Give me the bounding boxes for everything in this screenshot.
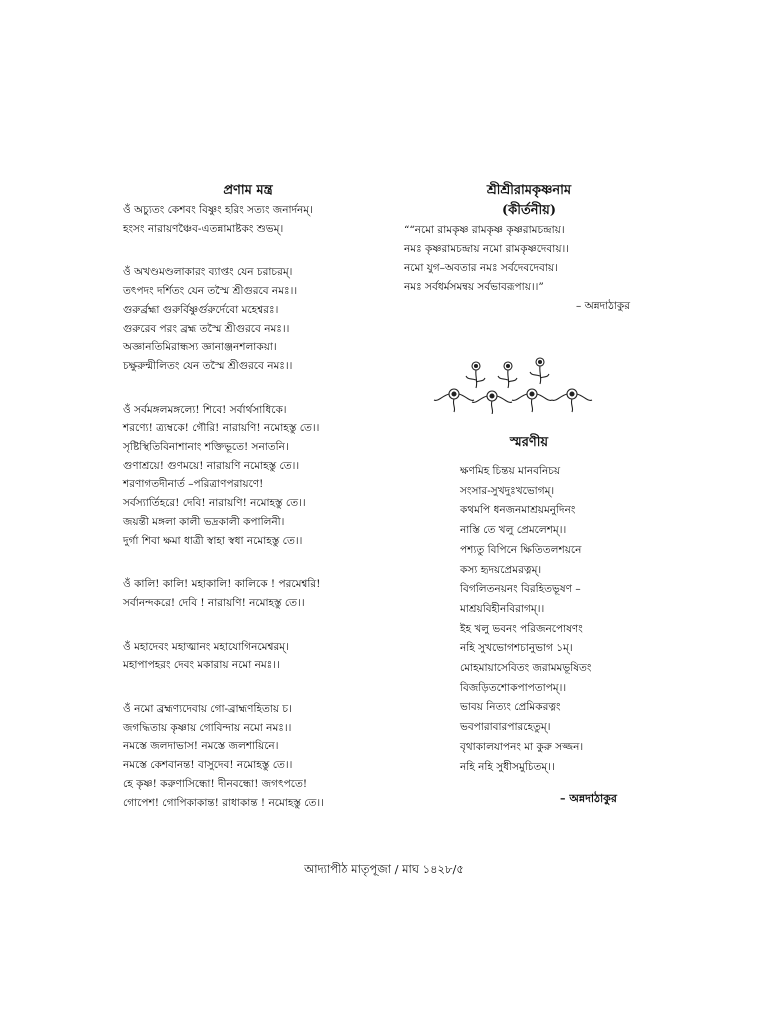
mantra-stanza: [123, 263, 393, 375]
verse-line: নমঃ সর্বধর্মসমন্বয় সর্বভাবরূপায়।।”: [404, 281, 544, 293]
stanza-gap: [123, 238, 393, 263]
mantra-line: ওঁ কালি! কালি! মহাকালি! কালিকে ! পরমেশ্বরি!: [123, 578, 321, 591]
stanza-gap: [123, 550, 393, 575]
ramkrishna-nam-subtitle: (কীর্তনীয়): [501, 203, 556, 218]
poem-line: ভাবয় নিত্যং প্রেমিকরত্নং: [460, 701, 561, 714]
ramkrishna-nam-title: শ্রীশ্রীরামকৃষ্ণনাম: [486, 183, 572, 198]
smaraniya-section: [404, 433, 654, 453]
ramkrishna-nam-verses: [404, 221, 654, 297]
mantra-line: মহাপাপহরং দেবং মকারায় নমো নমঃ।।: [123, 659, 280, 672]
pranam-mantra-title: প্রণাম মন্ত্র: [223, 183, 273, 198]
poem-line: নাস্তি তে খলু প্রেমলেশম্‌।।: [460, 524, 567, 537]
page-footer: আদ্যাপীঠ মাতৃপূজা / মাঘ ১৪২৮/৫: [304, 862, 464, 876]
mantra-line: ওঁ অচ্যুতং কেশবং বিষ্ণুং হরিং সত্যং জনার্দনম্‌।: [123, 204, 313, 216]
pranam-mantra-column: [123, 181, 393, 812]
quote-attribution: – অন্নদাঠাকুর: [575, 300, 630, 312]
ramkrishna-nam-column: [404, 181, 654, 316]
poem-line: নহি সুখভোগশচানুভাগ ১ম্‌।: [460, 642, 573, 655]
mantra-line: জগদ্ধিতায় কৃষ্ণায় গোবিন্দায় নমো নমঃ।।: [123, 721, 292, 734]
verse-line: ““নমো রামকৃষ্ণ রামকৃষ্ণ কৃষ্ণরামচন্দ্রায়।: [404, 224, 565, 236]
poem-line: ইহ খলু ভবনং পরিজনপোষণং: [460, 622, 583, 635]
mantra-line: গুরুরেব পরং ব্রহ্ম তস্মৈ শ্রীগুরবে নমঃ।।: [123, 322, 290, 335]
smaraniya-poem: [460, 462, 660, 777]
poem-line: মোহমায়াসেবিতং জরামমভূষিতং: [460, 662, 592, 675]
pranam-mantra-stanzas: [123, 201, 393, 812]
mantra-line: নমস্তে জলদাভাস! নমস্তে জলশায়িনে।: [123, 740, 279, 753]
verse-line: নমঃ কৃষ্ণরামচন্দ্রায় নমো রামকৃষ্ণদেবায়।।: [404, 243, 570, 255]
mantra-line: শরণাগতদীনার্ত –পরিত্রাণপরায়ণে!: [123, 478, 264, 491]
mantra-line: সৃষ্টিস্থিতিবিনাশানাং শক্তিভূতে! সনাতনি।: [123, 441, 289, 454]
mantra-line: তৎপদং দর্শিতং যেন তস্মৈ শ্রীগুরবে নমঃ।।: [123, 285, 298, 298]
mantra-line: ওঁ অখণ্ডমণ্ডলাকারং ব্যাপ্তং যেন চরাচরম্‌।: [123, 266, 293, 279]
poem-line: বিজড়িতশোকপাপতাপম্‌।।: [460, 681, 567, 694]
poem-line: সংসার-সুখদুঃখভোগম্‌।: [460, 484, 555, 497]
mantra-line: সর্বস্যার্তিহরে! দেবি! নারায়ণি! নমোহস্তু তে।।: [123, 497, 306, 510]
mantra-line: গোপেশ! গোপিকাকান্ত! রাধাকান্ত ! নমোহস্তু তে।।: [123, 796, 324, 809]
poem-line: পশ্যতু বিপিনে ক্ষিতিতলশয়নে: [460, 543, 582, 556]
poem-line: নহি নহি সুধীসমুচিতম্‌।।: [460, 760, 555, 773]
mantra-line: অজ্ঞানতিমিরান্ধস্য জ্ঞানাঞ্জনশলাকয়া।: [123, 341, 277, 354]
mantra-line: হে কৃষ্ণ! করুণাসিন্ধো! দীনবন্ধো! জগৎপতে!: [123, 777, 308, 790]
mantra-line: হংসং নারায়ণঞ্চৈব-এতন্নামাষ্টকং শুভম্‌।: [123, 222, 284, 235]
verse-line: নমো যুগ–অবতার নমঃ সর্বদেবদেবায়।: [404, 262, 558, 274]
mantra-line: শরণ্যে! ত্র্যম্বকে! গৌরি! নারায়ণি! নমোহস্তু তে।।: [123, 422, 320, 435]
mantra-stanza: [123, 638, 393, 675]
poem-line: ক্ষণমিহ চিন্তয় মানবনিচয়: [460, 465, 561, 477]
stanza-gap: [123, 376, 393, 401]
mantra-stanza: [123, 201, 393, 238]
smaraniya-title: স্মরণীয়: [509, 435, 549, 450]
poem-line: ভবপারাবারপারহেতুম্‌।: [460, 721, 551, 734]
poem-line: কস্য হৃদয়প্রেমরত্নম্‌।: [460, 563, 542, 576]
mantra-line: জয়ন্তী মঙ্গলা কালী ভদ্রকালী কপালিনী।: [123, 515, 285, 528]
poem-line: মাশ্রয়বিহীনবিরাগম্‌।।: [460, 602, 545, 615]
mantra-stanza: [123, 700, 393, 812]
poem-line: বৃথাকালযাপনং মা কুরু সজ্জন।: [460, 740, 584, 753]
mantra-line: ওঁ মহাদেবং মহাত্মানং মহাযোগিনমেশ্বরম্‌।: [123, 640, 289, 653]
mantra-line: গুণাশ্রয়ে! গুণময়ে! নারায়ণি নমোহস্তু তে।।: [123, 459, 300, 472]
poem-line: বিগলিতনয়নং বিরহিতভূষণ –: [460, 583, 581, 596]
poem-attribution: – অন্নদাঠাকুর: [560, 792, 617, 805]
floral-ornament-icon: [432, 352, 596, 414]
mantra-stanza: [123, 575, 393, 612]
poem-line: কথমপি ধনজনমাশ্রয়মনুদিনং: [460, 504, 576, 517]
mantra-line: সর্বানন্দকরে! দেবি ! নারায়ণি! নমোহস্তু তে।।: [123, 596, 305, 609]
mantra-line: গুরুর্ব্রহ্মা গুরুর্বিষ্ণুর্গুরুর্দেবো মহেশ্বরঃ।: [123, 303, 279, 316]
mantra-line: নমস্তে কেশবানন্ত! বাসুদেব! নমোহস্তু তে।।: [123, 759, 293, 772]
stanza-gap: [123, 675, 393, 700]
mantra-line: চক্ষুরুন্মীলিতং যেন তস্মৈ শ্রীগুরবে নমঃ।।: [123, 359, 293, 372]
mantra-line: ওঁ সর্বমঙ্গলমঙ্গল্যে! শিবে! সর্বার্থসাধিকে।: [123, 403, 287, 416]
mantra-stanza: [123, 401, 393, 551]
mantra-line: ওঁ নমো ব্রহ্মণ্যদেবায় গো-ব্রাহ্মণহিতায় চ।: [123, 703, 292, 716]
stanza-gap: [123, 613, 393, 638]
mantra-line: দুর্গা শিবা ক্ষমা ধাত্রী স্বাহা স্বধা নমোহস্তু তে।।: [123, 534, 303, 547]
